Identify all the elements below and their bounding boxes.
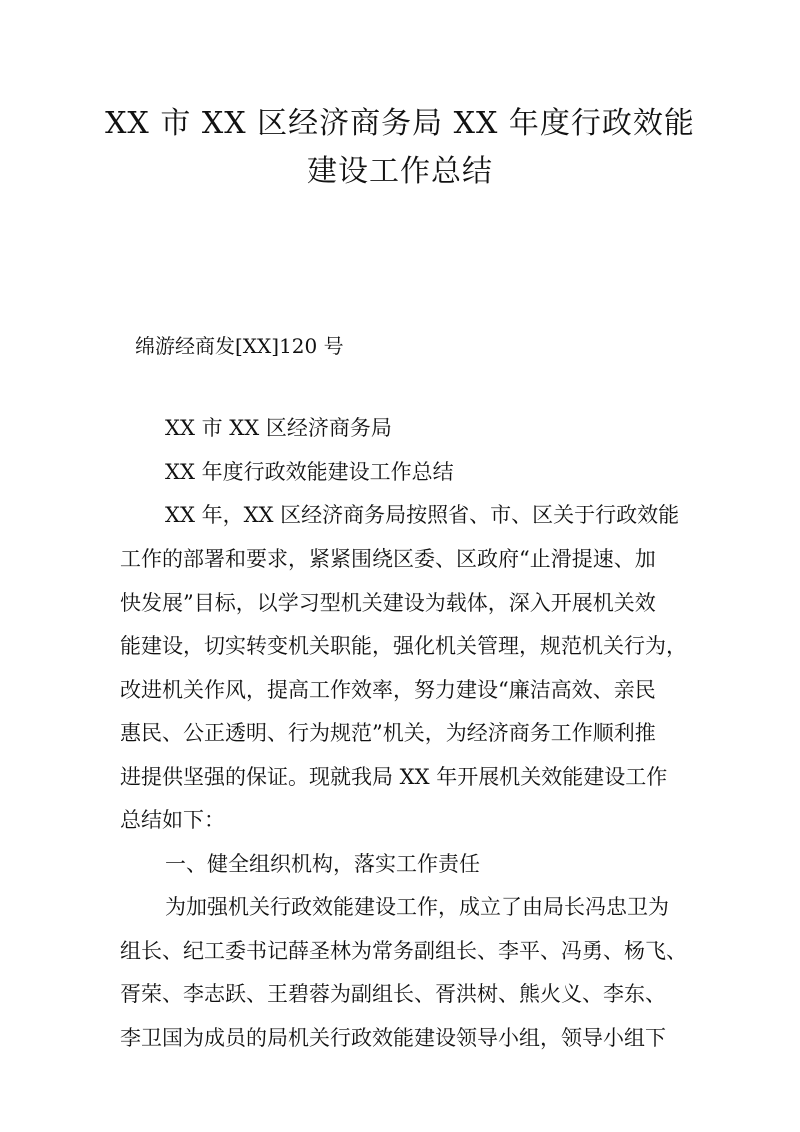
paragraph-line: 进提供坚强的保证。现就我局 XX 年开展机关效能建设工作 <box>120 765 668 789</box>
paragraph-line: 惠民、公正透明、行为规范”机关，为经济商务工作顺利推 <box>120 721 656 745</box>
issuer-line: XX 市 XX 区经济商务局 <box>165 416 392 440</box>
paragraph-line: 能建设，切实转变机关职能，强化机关管理，规范机关行为， <box>120 634 687 658</box>
section-heading-1: 一、健全组织机构，落实工作责任 <box>165 852 480 876</box>
paragraph-line: 组长、纪工委书记薛圣林为常务副组长、李平、冯勇、杨飞、 <box>120 939 687 963</box>
paragraph-line: 快发展”目标，以学习型机关建设为载体，深入开展机关效 <box>120 591 656 615</box>
paragraph-line: 工作的部署和要求，紧紧围绕区委、区政府“止滑提速、加 <box>120 547 656 571</box>
paragraph-line: 改进机关作风，提高工作效率，努力建设“廉洁高效、亲民 <box>120 678 656 702</box>
document-title-line-1: XX 市 XX 区经济商务局 XX 年度行政效能 <box>105 106 695 141</box>
document-title-line-2: 建设工作总结 <box>307 154 493 189</box>
paragraph-line: 李卫国为成员的局机关行政效能建设领导小组，领导小组下 <box>120 1026 666 1050</box>
paragraph-line: 为加强机关行政效能建设工作，成立了由局长冯忠卫为 <box>165 895 669 919</box>
paragraph-line: 胥荣、李志跃、王碧蓉为副组长、胥洪树、熊火义、李东、 <box>120 982 666 1006</box>
paragraph-line: 总结如下： <box>120 808 225 832</box>
subtitle-line: XX 年度行政效能建设工作总结 <box>165 460 454 484</box>
paragraph-line: XX 年，XX 区经济商务局按照省、市、区关于行政效能 <box>165 503 680 527</box>
document-number: 绵游经商发[XX]120 号 <box>135 334 344 358</box>
